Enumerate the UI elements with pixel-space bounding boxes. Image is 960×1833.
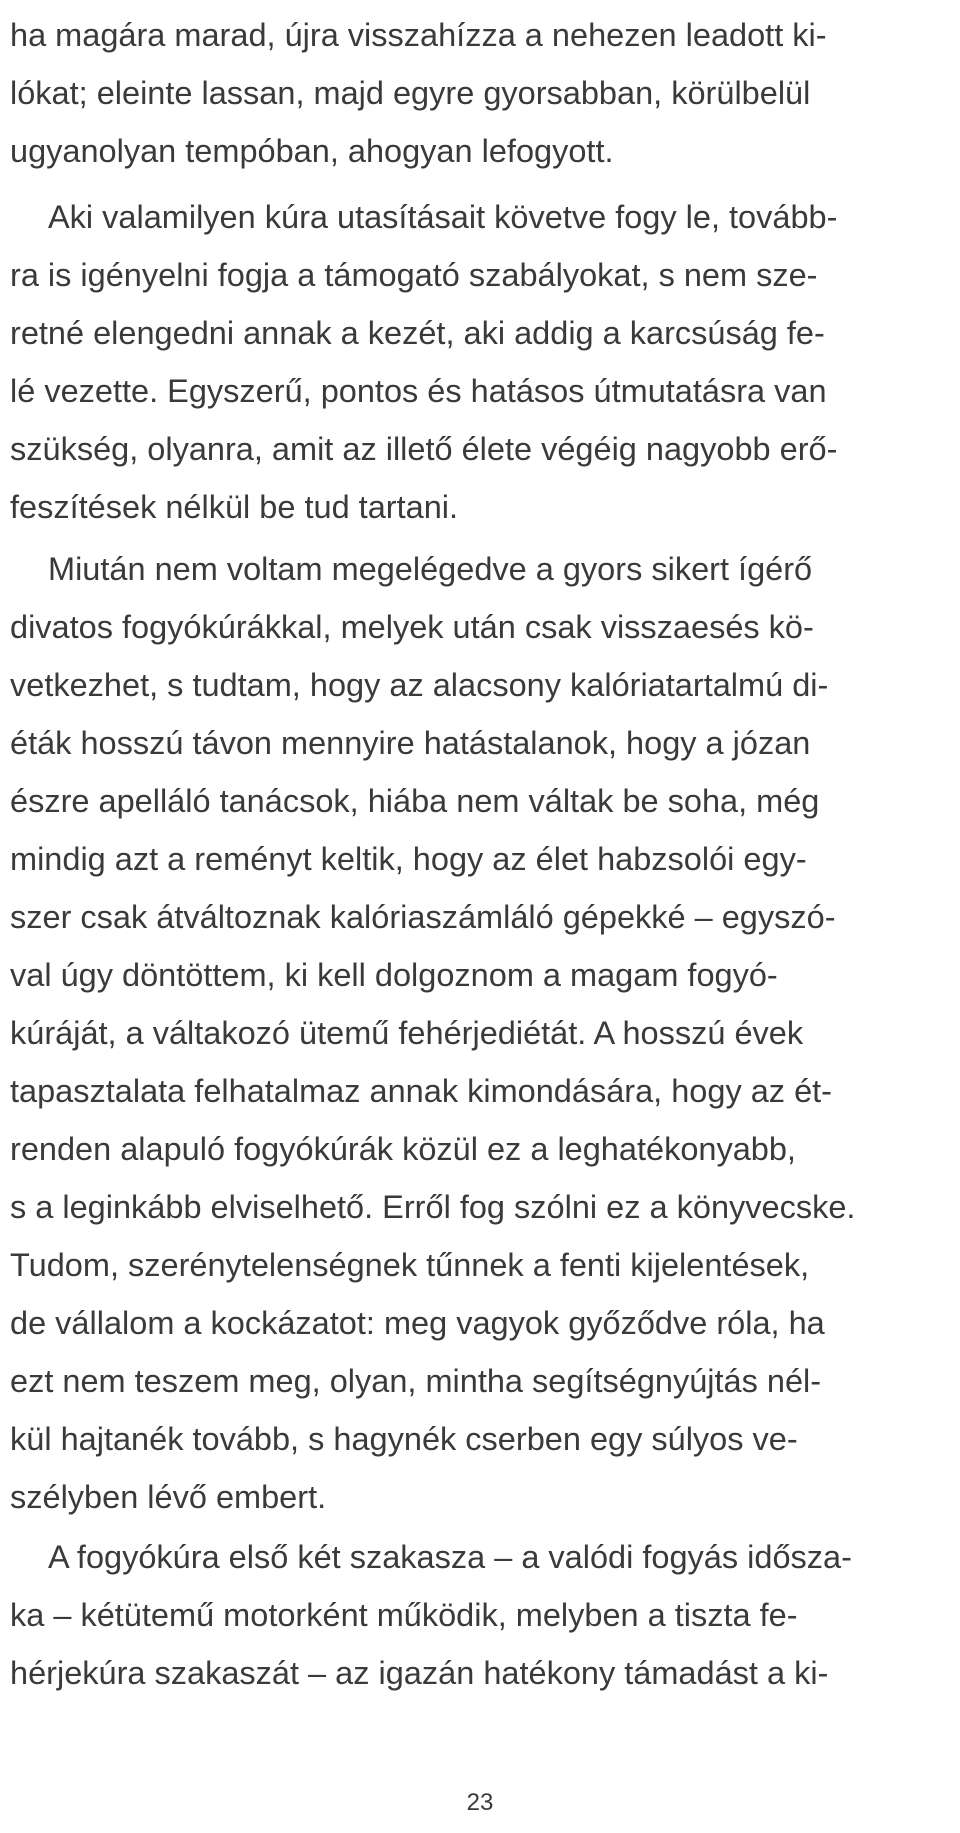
- paragraph-2: [10, 188, 958, 536]
- text-line: ha magára marad, újra visszahízza a nehezen leadott ki-: [10, 17, 827, 53]
- text-line: divatos fogyókúrákkal, melyek után csak visszaesés kö-: [10, 609, 814, 645]
- text-line: s a leginkább elviselhető. Erről fog szólni ez a könyvecske.: [10, 1189, 856, 1225]
- text-line: szükség, olyanra, amit az illető élete végéig nagyobb erő-: [10, 431, 838, 467]
- paragraph-1: [10, 6, 958, 180]
- paragraph-4: [10, 1528, 958, 1702]
- text-line: Miután nem voltam megelégedve a gyors sikert ígérő: [48, 551, 813, 587]
- text-line: szélyben lévő embert.: [10, 1479, 327, 1515]
- text-line: renden alapuló fogyókúrák közül ez a leghatékonyabb,: [10, 1131, 796, 1167]
- text-line: mindig azt a reményt keltik, hogy az élet habzsolói egy-: [10, 841, 807, 877]
- text-line: lé vezette. Egyszerű, pontos és hatásos útmutatásra van: [10, 373, 827, 409]
- text-line: val úgy döntöttem, ki kell dolgoznom a magam fogyó-: [10, 957, 778, 993]
- text-line: Aki valamilyen kúra utasításait követve fogy le, tovább-: [48, 199, 838, 235]
- text-line: Tudom, szerénytelenségnek tűnnek a fenti kijelentések,: [10, 1247, 810, 1283]
- text-line: A fogyókúra első két szakasza – a valódi fogyás idősza-: [48, 1539, 852, 1575]
- text-line: hérjekúra szakaszát – az igazán hatékony támadást a ki-: [10, 1655, 829, 1691]
- text-line: retné elengedni annak a kezét, aki addig a karcsúság fe-: [10, 315, 825, 351]
- text-line: ezt nem teszem meg, olyan, mintha segítségnyújtás nél-: [10, 1363, 822, 1399]
- text-line: ra is igényelni fogja a támogató szabályokat, s nem sze-: [10, 257, 818, 293]
- text-line: éták hosszú távon mennyire hatástalanok, hogy a józan: [10, 725, 811, 761]
- page-number: 23: [466, 1789, 494, 1816]
- text-line: ugyanolyan tempóban, ahogyan lefogyott.: [10, 133, 614, 169]
- paragraph-3: [10, 540, 958, 1526]
- text-line: de vállalom a kockázatot: meg vagyok győződve róla, ha: [10, 1305, 825, 1341]
- text-line: kül hajtanék tovább, s hagynék cserben egy súlyos ve-: [10, 1421, 798, 1457]
- text-line: lókat; eleinte lassan, majd egyre gyorsabban, körülbelül: [10, 75, 811, 111]
- text-line: tapasztalata felhatalmaz annak kimondására, hogy az ét-: [10, 1073, 833, 1109]
- text-line: vetkezhet, s tudtam, hogy az alacsony kalóriatartalmú di-: [10, 667, 829, 703]
- text-line: észre apelláló tanácsok, hiába nem váltak be soha, még: [10, 783, 820, 819]
- text-line: ka – kétütemű motorként működik, melyben a tiszta fe-: [10, 1597, 798, 1633]
- text-line: kúráját, a váltakozó ütemű fehérjediétát. A hosszú évek: [10, 1015, 804, 1051]
- text-line: szer csak átváltoznak kalóriaszámláló gépekké – egyszó-: [10, 899, 836, 935]
- text-line: feszítések nélkül be tud tartani.: [10, 489, 459, 525]
